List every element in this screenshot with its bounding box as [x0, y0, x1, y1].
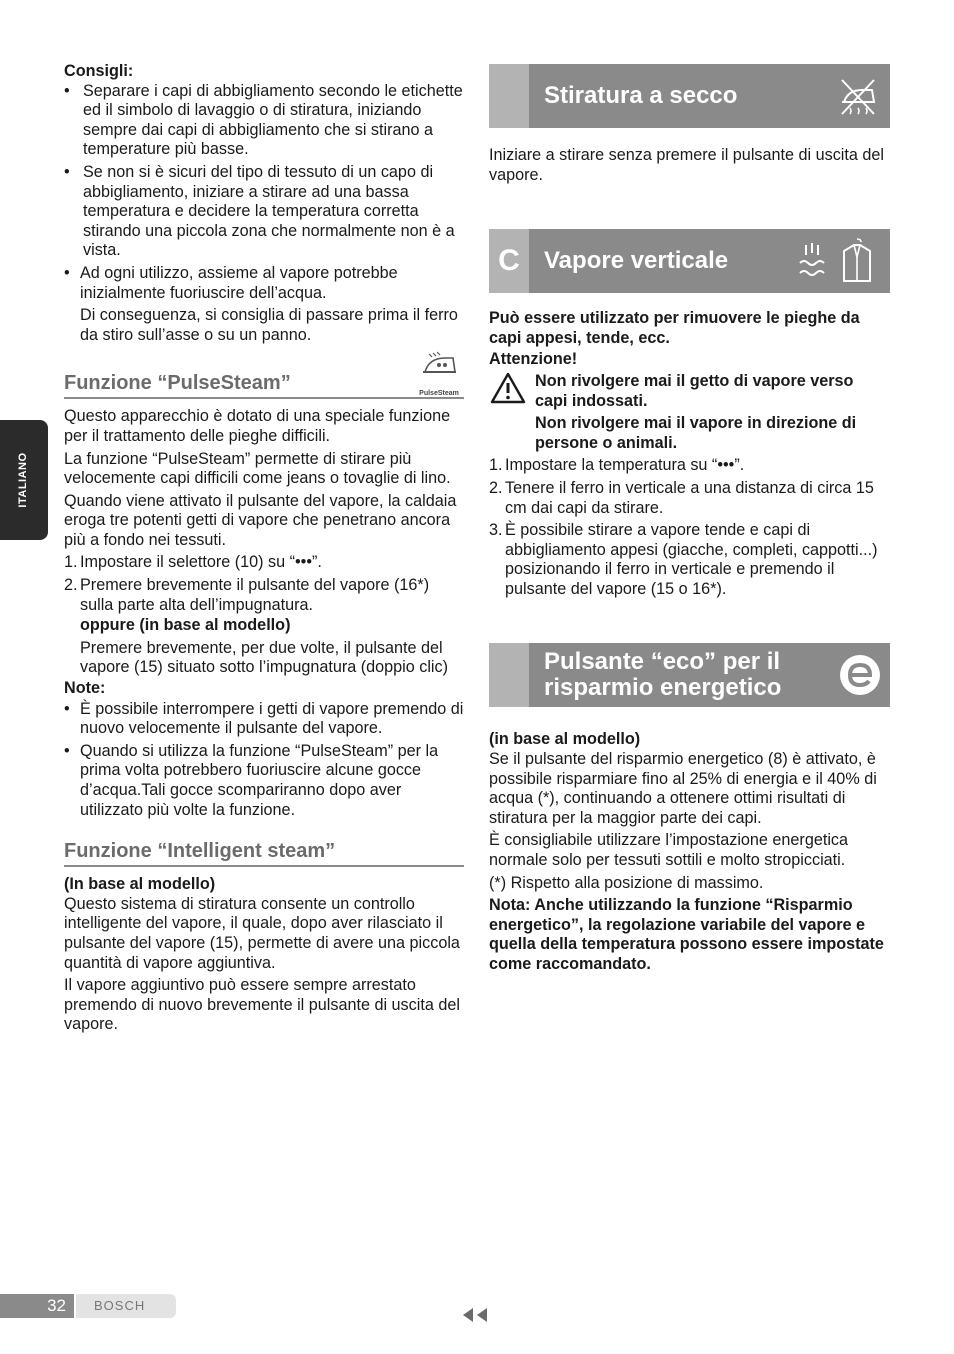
list-item: • Ad ogni utilizzo, assieme al vapore potrebbe inizialmente fuoriuscire dell’acqua.: [64, 264, 464, 303]
step-text: Impostare la temperatura su “•••”.: [505, 456, 745, 475]
vertical-intro: Può essere utilizzato per rimuovere le pieghe da capi appesi, tende, ecc.: [489, 309, 860, 347]
warning-icon: [490, 372, 526, 404]
eco-title-line-2: risparmio energetico: [544, 673, 782, 701]
eco-banner: [489, 643, 890, 707]
list-item: • È possibile interrompere i getti di vapore premendo di nuovo velocemente il pulsante del vapore.: [64, 700, 464, 739]
left-column: [64, 62, 464, 1035]
eco-note: Nota: Anche utilizzando la funzione “Risparmio energetico”, la regolazione variabile del vapore e quella della temperatura possono essere impostate come raccomandato.: [489, 896, 884, 974]
warning-1: Non rivolgere mai il getto di vapore verso capi indossati.: [535, 371, 854, 410]
list-item: • Se non si è sicuri del tipo di tessuto di un capo di abbigliamento, iniziare a stirare ad una bassa temperatura e decidere la temperatura corretta stirando una piccola zona che normalmente non è a vista.: [64, 163, 464, 261]
step-text: Impostare il selettore (10) su “•••”.: [80, 553, 322, 572]
notes-list: [64, 700, 464, 821]
eco-icon: [838, 653, 882, 697]
consigli-title: Consigli:: [64, 62, 134, 80]
step-number: 1.: [64, 553, 78, 572]
eco-model: (in base al modello): [489, 729, 641, 748]
brand-box: [76, 1294, 176, 1318]
warning-2: Non rivolgere mai il vapore in direzione di persone o animali.: [535, 414, 857, 452]
step-number: 2.: [64, 576, 78, 595]
page-number: 32: [47, 1296, 66, 1315]
dry-ironing-text: Iniziare a stirare senza premere il pulsante di uscita del vapore.: [489, 146, 884, 184]
pulsesteam-step-1: [64, 553, 464, 573]
page-number-box: [0, 1294, 74, 1318]
pulsesteam-oppure: oppure (in base al modello): [80, 616, 291, 635]
intelligent-p1: Questo sistema di stiratura consente un controllo intelligente del vapore, il quale, dopo aver rilasciato il pulsante del vapore (15), permette di avere una piccola quantità di vapore aggiuntiva.: [64, 894, 460, 972]
step-text: È possibile stirare a vapore tende e capi di abbigliamento appesi (giacche, completi, cappotti...) posizionando il ferro in verticale e premendo il pulsante del vapore (15 o 16*).: [505, 521, 878, 598]
step-number: 1.: [489, 456, 503, 475]
no-steam-icon: [834, 72, 882, 120]
eco-p1: Se il pulsante del risparmio energetico (8) è attivato, è possibile risparmiare fino al 25% di energia e il 40% di acqua (*), continuando a ottenere ottimi risultati di stiratura per la maggior parte dei capi.: [489, 750, 877, 827]
consigli-extra: Di conseguenza, si consiglia di passare prima il ferro da stiro sull’asse o su un panno.: [80, 306, 458, 344]
vertical-steam-icon: [794, 237, 882, 285]
vertical-warnings: [489, 372, 890, 453]
dry-ironing-title: Stiratura a secco: [544, 82, 738, 109]
vertical-steam-title: Vapore verticale: [544, 247, 729, 275]
list-item: • Quando si utilizza la funzione “PulseSteam” per la prima volta potrebbero fuoriuscire alcune gocce d’acqua.Tali gocce scompariranno dopo aver utilizzato più volte la funzione.: [64, 742, 464, 820]
banner-tab: [489, 64, 529, 128]
list-item: • Separare i capi di abbigliamento secondo le etichette ed il simbolo di lavaggio o di stiratura, iniziando sempre dai capi di abbigliamento che si stirano a temperature più basse.: [64, 82, 464, 160]
pulsesteam-step-2: [64, 576, 464, 615]
language-tab: [0, 420, 48, 540]
language-tab-label: ITALIANO: [17, 452, 30, 508]
pulsesteam-heading: [64, 371, 464, 399]
intelligent-title: Funzione “Intelligent steam”: [64, 840, 336, 863]
consigli-list: [64, 82, 464, 304]
vertical-steam-banner: [489, 229, 890, 293]
pulsesteam-title: Funzione “PulseSteam”: [64, 372, 291, 395]
note-title: Note:: [64, 679, 106, 698]
vertical-step: [489, 479, 890, 518]
vertical-attention: Attenzione!: [489, 350, 578, 369]
back-arrows-icon: [461, 1307, 489, 1323]
step-number: 3.: [489, 521, 503, 540]
step-number: 2.: [489, 478, 503, 497]
step-text: Tenere il ferro in verticale a una distanza di circa 15 cm dai capi da stirare.: [505, 478, 874, 517]
eco-title: [544, 643, 781, 707]
pulsesteam-step-2b: Premere brevemente, per due volte, il pulsante del vapore (15) situato sotto l’impugnatura (doppio clic): [80, 638, 449, 677]
right-column: [489, 64, 890, 975]
step-text: Premere brevemente il pulsante del vapore (16*) sulla parte alta dell’impugnatura.: [80, 576, 430, 614]
intelligent-heading: [64, 839, 464, 867]
pulsesteam-icon-label: PulseSteam: [419, 390, 459, 398]
banner-tab: [489, 643, 529, 707]
eco-p3: (*) Rispetto alla posizione di massimo.: [489, 873, 764, 892]
pulsesteam-p1: Questo apparecchio è dotato di una speciale funzione per il trattamento delle pieghe difficili.: [64, 407, 451, 445]
intelligent-p2: Il vapore aggiuntivo può essere sempre arrestato premendo di nuovo brevemente il pulsante di uscita del vapore.: [64, 976, 460, 1034]
pulsesteam-iron-icon: [419, 350, 459, 384]
eco-title-line-1: Pulsante “eco” per il: [544, 647, 781, 675]
vertical-step: [489, 456, 890, 476]
pulsesteam-p3: Quando viene attivato il pulsante del vapore, la caldaia eroga tre potenti getti di vapore che penetrano ancora più a fondo nei tessuti.: [64, 491, 457, 549]
pulsesteam-icon: [418, 350, 460, 398]
intelligent-model: (In base al modello): [64, 875, 216, 894]
pulsesteam-p2: La funzione “PulseSteam” permette di stirare più velocemente capi difficili come jeans o tovaglie di lino.: [64, 449, 451, 488]
eco-p2: È consigliabile utilizzare l’impostazione energetica normale solo per tessuti sottili e molto stropicciati.: [489, 831, 849, 870]
dry-ironing-banner: [489, 64, 890, 128]
banner-tab-letter: C: [489, 229, 529, 293]
brand-label: BOSCH: [94, 1298, 146, 1313]
vertical-step: [489, 521, 890, 599]
